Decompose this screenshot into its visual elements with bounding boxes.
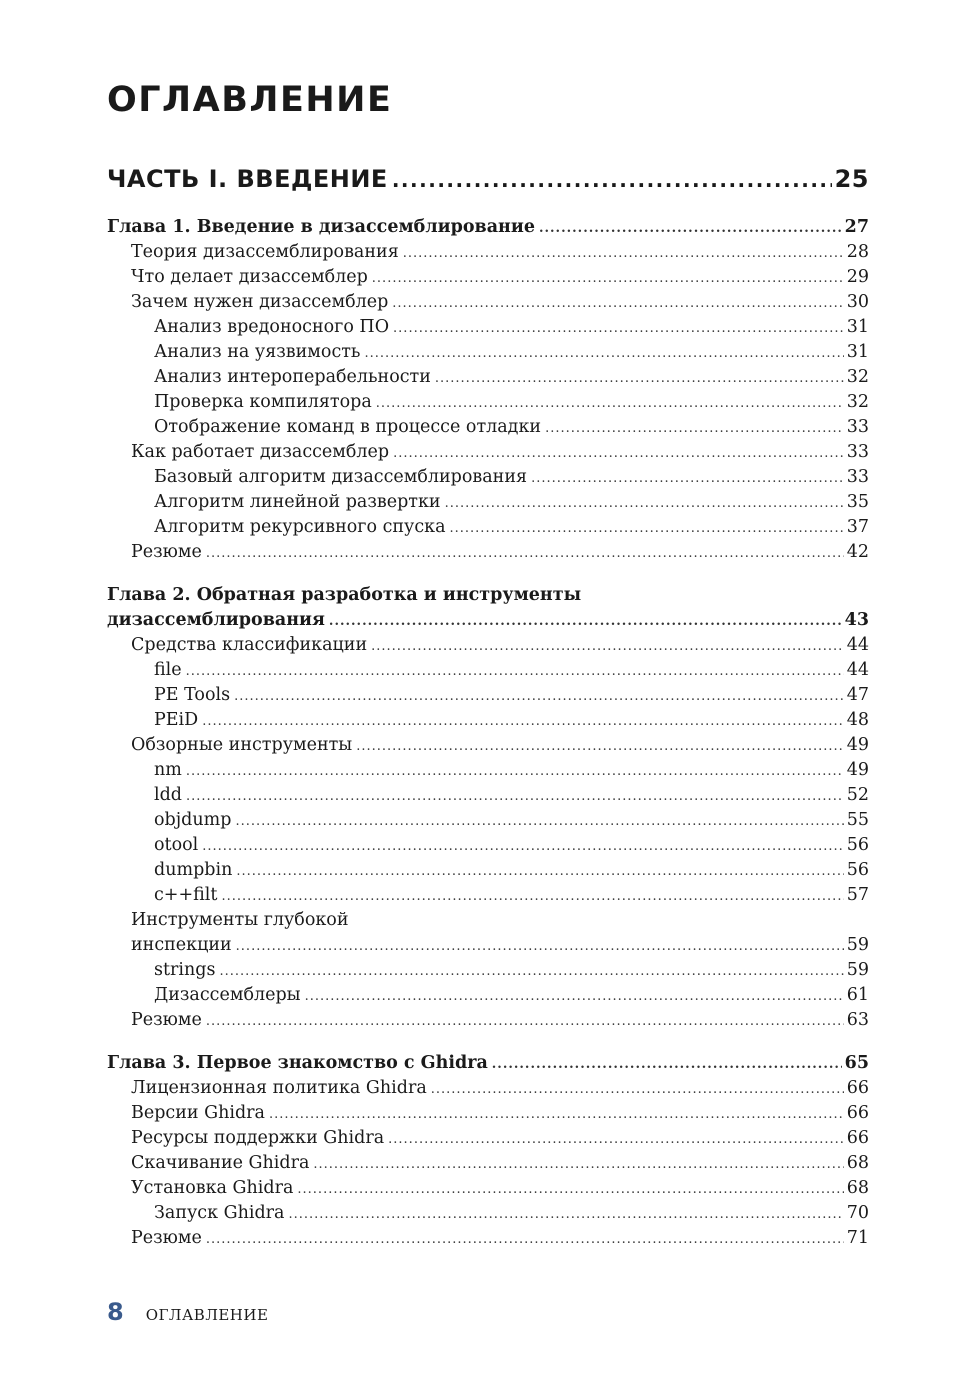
toc-entry[interactable] [107,958,869,983]
toc-entry[interactable] [107,1076,869,1101]
table-of-contents [107,160,869,1251]
toc-entry-page: 42 [846,542,869,562]
toc-entry-page: 49 [846,735,869,755]
toc-entry[interactable] [107,265,869,290]
dot-leader [356,734,843,759]
toc-entry-label: PE Tools [154,685,231,705]
toc-entry-page: 49 [846,760,869,780]
toc-entry[interactable] [107,758,869,783]
toc-entry-label: Резюме [131,1010,202,1030]
toc-entry-label: Анализ на уязвимость [154,342,361,362]
toc-entry-page: 52 [846,785,869,805]
toc-entry-label: dumpbin [154,860,233,880]
toc-entry[interactable] [107,390,869,415]
toc-entry-page: 31 [846,317,869,337]
toc-entry-page: 70 [846,1203,869,1223]
toc-chapter-label: Глава 1. Введение в дизассемблирование [107,217,535,237]
toc-entry-label: Запуск Ghidra [154,1203,285,1223]
toc-entry[interactable] [107,983,869,1008]
toc-chapter-1[interactable] [107,215,869,240]
toc-entry-cont[interactable] [107,933,869,958]
toc-entry-page: 32 [846,367,869,387]
toc-entry-label: Проверка компилятора [154,392,372,412]
toc-entry-label: objdump [154,810,232,830]
dot-leader [186,784,844,809]
toc-entry-label: Дизассемблеры [154,985,301,1005]
toc-entry-label: strings [154,960,216,980]
toc-entry-label-line2: инспекции [131,935,232,955]
toc-entry-page: 56 [846,835,869,855]
dot-leader [202,834,843,859]
dot-leader [445,491,844,516]
toc-entry-page: 68 [846,1178,869,1198]
toc-entry-label: Резюме [131,542,202,562]
dot-leader [388,1127,844,1152]
toc-entry[interactable] [107,515,869,540]
page-footer [107,1298,268,1326]
dot-leader [450,516,844,541]
toc-entry-label: otool [154,835,199,855]
toc-entry-label: Как работает дизассемблер [131,442,390,462]
dot-leader [234,684,844,709]
toc-entry[interactable] [107,633,869,658]
toc-entry-page: 32 [846,392,869,412]
toc-entry-page: 47 [846,685,869,705]
toc-entry-label: Зачем нужен дизассемблер [131,292,389,312]
toc-entry[interactable] [107,808,869,833]
toc-chapter-page: 65 [844,1053,869,1073]
dot-leader [206,1009,844,1034]
toc-entry-label: Базовый алгоритм дизассемблирования [154,467,528,487]
toc-entry[interactable] [107,465,869,490]
dot-leader [545,416,844,441]
dot-leader [431,1077,844,1102]
toc-entry-page: 61 [846,985,869,1005]
toc-part-label: ЧАСТЬ I. ВВЕДЕНИЕ [107,165,388,193]
toc-entry-label: file [154,660,182,680]
toc-entry-label: Ресурсы поддержки Ghidra [131,1128,385,1148]
toc-entry-page: 29 [846,267,869,287]
toc-entry-page: 48 [846,710,869,730]
dot-leader [329,609,842,634]
toc-entry[interactable] [107,1008,869,1033]
toc-entry-page: 66 [846,1128,869,1148]
toc-chapter-2-cont[interactable] [107,608,869,633]
toc-entry-label: c++filt [154,885,218,905]
toc-entry-label: Обзорные инструменты [131,735,353,755]
running-head: ОГЛАВЛЕНИЕ [145,1306,269,1324]
toc-entry[interactable] [107,1151,869,1176]
toc-part-page: 25 [834,165,869,193]
toc-entry-label: Анализ вредоносного ПО [154,317,390,337]
dot-leader [219,959,843,984]
toc-entry-label: Алгоритм линейной развертки [154,492,441,512]
dot-leader [435,366,844,391]
dot-leader [376,391,844,416]
dot-leader [305,984,844,1009]
toc-entry[interactable] [107,415,869,440]
toc-entry-label: Версии Ghidra [131,1103,265,1123]
toc-entry-page: 33 [846,417,869,437]
page-number: 8 [107,1298,124,1326]
toc-entry-page: 71 [846,1228,869,1248]
toc-entry[interactable] [107,315,869,340]
dot-leader [393,316,844,341]
dot-leader [539,216,842,241]
toc-entry[interactable] [107,340,869,365]
toc-entry[interactable] [107,365,869,390]
dot-leader [186,759,844,784]
toc-entry-label: Скачивание Ghidra [131,1153,310,1173]
dot-leader [531,466,844,491]
toc-entry-page: 66 [846,1103,869,1123]
dot-leader [202,709,844,734]
toc-part-1[interactable] [107,160,869,198]
dot-leader [403,241,844,266]
toc-entry-page: 63 [846,1010,869,1030]
toc-entry-label: nm [154,760,182,780]
dot-leader [269,1102,844,1127]
toc-entry-label: Анализ интероперабельности [154,367,431,387]
toc-entry-page: 37 [846,517,869,537]
toc-entry[interactable] [107,1126,869,1151]
toc-entry[interactable] [107,908,869,933]
toc-entry[interactable] [107,440,869,465]
toc-entry-label: ldd [154,785,183,805]
toc-entry-page: 30 [846,292,869,312]
dot-leader [236,934,844,959]
dot-leader [235,809,843,834]
dot-leader [313,1152,843,1177]
toc-entry-page: 59 [846,935,869,955]
toc-entry-label: Что делает дизассемблер [131,267,368,287]
toc-entry[interactable] [107,1101,869,1126]
toc-chapter-page: 27 [844,217,869,237]
toc-entry[interactable] [107,733,869,758]
dot-leader [236,859,843,884]
toc-entry-page: 66 [846,1078,869,1098]
toc-entry-page: 56 [846,860,869,880]
toc-entry-label: Резюме [131,1228,202,1248]
toc-entry[interactable] [107,783,869,808]
toc-entry-page: 57 [846,885,869,905]
toc-entry[interactable] [107,540,869,565]
toc-chapter-label: Глава 3. Первое знакомство с Ghidra [107,1053,488,1073]
dot-leader [392,161,832,199]
toc-entry[interactable] [107,1226,869,1251]
toc-entry[interactable] [107,1201,869,1226]
dot-leader [371,634,844,659]
toc-entry-label: Теория дизассемблирования [131,242,399,262]
toc-entry-label: PEiD [154,710,199,730]
toc-entry-page: 28 [846,242,869,262]
toc-entry[interactable] [107,240,869,265]
dot-leader [221,884,843,909]
dot-leader [186,659,844,684]
toc-chapter-2[interactable] [107,583,869,608]
toc-entry-page: 33 [846,442,869,462]
toc-entry-page: 35 [846,492,869,512]
toc-entry-page: 44 [846,660,869,680]
toc-entry-label-line1: Инструменты глубокой [131,910,349,930]
toc-entry-label: Установка Ghidra [131,1178,294,1198]
toc-chapter-page: 43 [844,610,869,630]
toc-entry-page: 59 [846,960,869,980]
dot-leader [206,1227,844,1252]
toc-entry[interactable] [107,683,869,708]
toc-entry[interactable] [107,708,869,733]
toc-entry-page: 33 [846,467,869,487]
toc-entry-label: Отображение команд в процессе отладки [154,417,542,437]
toc-entry-page: 31 [846,342,869,362]
toc-entry-label: Лицензионная политика Ghidra [131,1078,427,1098]
toc-entry[interactable] [107,290,869,315]
dot-leader [206,541,844,566]
toc-entry[interactable] [107,658,869,683]
page-title: ОГЛАВЛЕНИЕ [107,80,393,120]
toc-entry-page: 55 [846,810,869,830]
dot-leader [492,1052,842,1077]
dot-leader [288,1202,843,1227]
toc-chapter-label-line1: Глава 2. Обратная разработка и инструменты [107,585,582,605]
toc-entry-page: 68 [846,1153,869,1173]
toc-entry[interactable] [107,858,869,883]
toc-entry-label: Алгоритм рекурсивного спуска [154,517,446,537]
toc-entry-page: 44 [846,635,869,655]
toc-chapter-label-line2: дизассемблирования [107,610,325,630]
toc-chapter-3[interactable] [107,1051,869,1076]
dot-leader [364,341,843,366]
dot-leader [393,441,844,466]
toc-entry-label: Средства классификации [131,635,368,655]
dot-leader [392,291,843,316]
toc-entry[interactable] [107,883,869,908]
dot-leader [297,1177,843,1202]
toc-entry[interactable] [107,490,869,515]
toc-entry[interactable] [107,1176,869,1201]
dot-leader [372,266,844,291]
toc-entry[interactable] [107,833,869,858]
